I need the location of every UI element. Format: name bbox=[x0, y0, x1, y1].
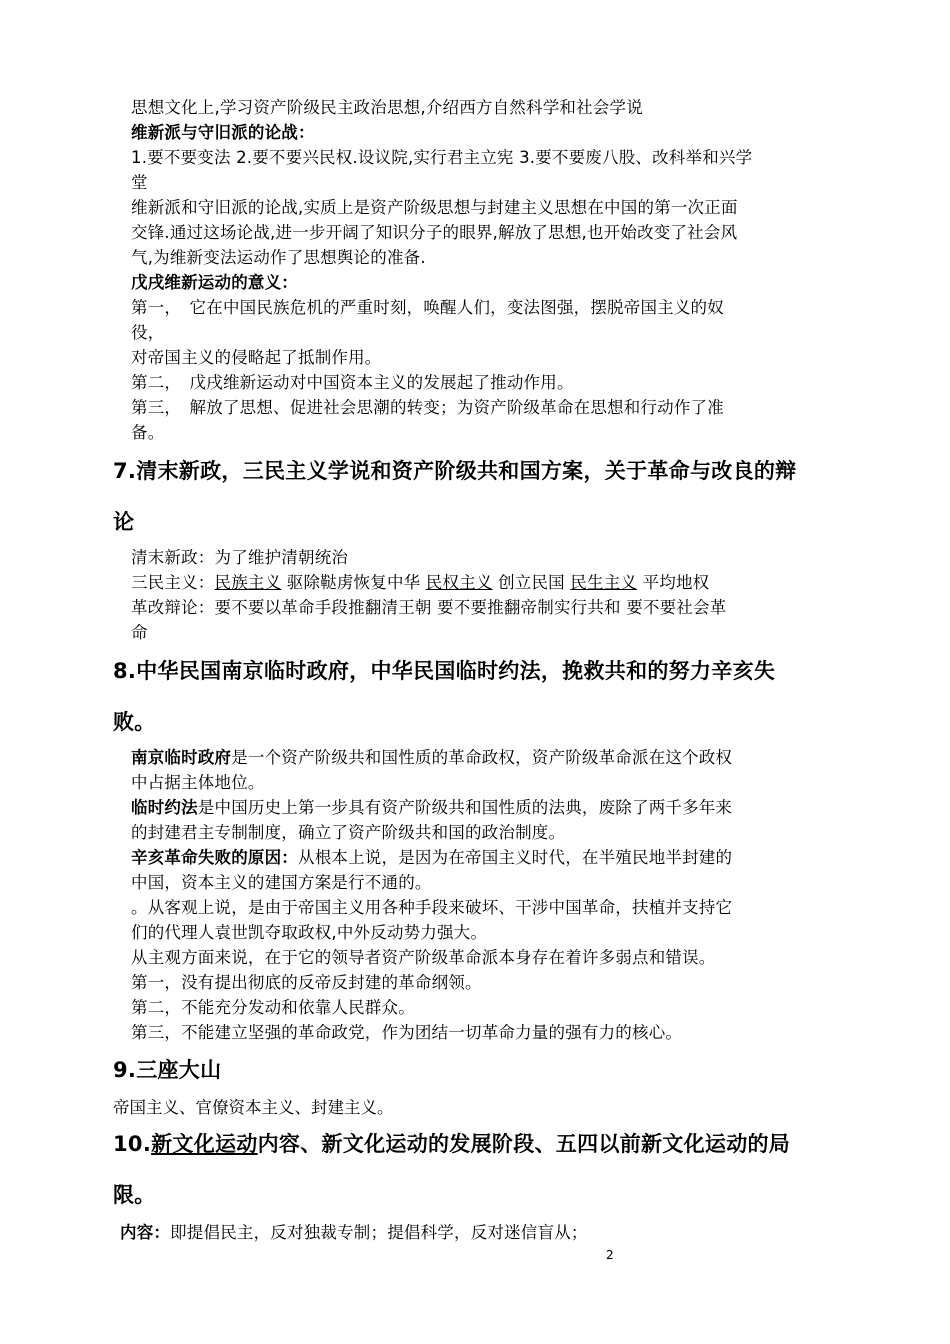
section-heading-8: 8.中华民国南京临时政府，中华民国临时约法，挽救共和的努力辛亥失 bbox=[113, 659, 776, 683]
paragraph-line: 对帝国主义的侵略起了抵制作用。 bbox=[131, 348, 382, 367]
page-number: 2 bbox=[606, 1248, 614, 1262]
paragraph-line: 维新派和守旧派的论战,实质上是资产阶级思想与封建主义思想在中国的第一次正面 bbox=[131, 198, 738, 217]
paragraph-line: 命 bbox=[131, 623, 148, 642]
three-principles-line bbox=[131, 571, 709, 595]
paragraph-line bbox=[131, 846, 732, 870]
paragraph-line: 第二，不能充分发动和依靠人民群众。 bbox=[131, 998, 415, 1017]
text: 平均地权 bbox=[637, 573, 710, 592]
paragraph-line: 第一， 它在中国民族危机的严重时刻，唤醒人们，变法图强，摆脱帝国主义的奴 bbox=[131, 298, 724, 317]
paragraph-line: 第三， 解放了思想、促进社会思潮的转变；为资产阶级革命在思想和行动作了准 bbox=[131, 398, 724, 417]
paragraph-line: 从主观方面来说，在于它的领导者资产阶级革命派本身存在着许多弱点和错误。 bbox=[131, 948, 716, 967]
paragraph-line bbox=[131, 796, 732, 820]
text: 是一个资产阶级共和国性质的革命政权，资产阶级革命派在这个政权 bbox=[231, 748, 733, 767]
paragraph-line: 思想文化上,学习资产阶级民主政治思想,介绍西方自然科学和社会学说 bbox=[131, 98, 643, 117]
paragraph-line: 备。 bbox=[131, 423, 165, 442]
text: 创立民国 bbox=[492, 573, 571, 592]
paragraph-line: 中国，资本主义的建国方案是行不通的。 bbox=[131, 873, 432, 892]
paragraph-line: 第一，没有提出彻底的反帝反封建的革命纲领。 bbox=[131, 973, 482, 992]
underlined-term: 民权主义 bbox=[425, 573, 493, 592]
paragraph-line: 1.要不要变法 2.要不要兴民权.设议院,实行君主立宪 3.要不要废八股、改科举和兴学 bbox=[131, 148, 753, 167]
subheading-debate: 维新派与守旧派的论战： bbox=[131, 123, 315, 142]
underlined-term: 民族主义 bbox=[214, 573, 282, 592]
paragraph-line: 役， bbox=[131, 323, 165, 342]
underlined-term: 新文化运动 bbox=[151, 1132, 258, 1156]
paragraph-line bbox=[131, 746, 732, 770]
paragraph-line: 革改辩论：要不要以革命手段推翻清王朝 要不要推翻帝制实行共和 要不要社会革 bbox=[131, 598, 727, 617]
paragraph-line: 第三，不能建立坚强的革命政党，作为团结一切革命力量的强有力的核心。 bbox=[131, 1023, 683, 1042]
bold-term: 内容： bbox=[120, 1223, 171, 1242]
heading-rest: 内容、新文化运动的发展阶段、五四以前新文化运动的局 bbox=[257, 1132, 791, 1156]
paragraph-line: 帝国主义、官僚资本主义、封建主义。 bbox=[113, 1098, 394, 1117]
paragraph-line: 。从客观上说，是由于帝国主义用各种手段来破坏、干涉中国革命，扶植并支持它 bbox=[131, 898, 733, 917]
section-heading-7-cont: 论 bbox=[113, 510, 135, 534]
text: 从根本上说，是因为在帝国主义时代，在半殖民地半封建的 bbox=[298, 848, 733, 867]
paragraph-line: 堂 bbox=[131, 173, 148, 192]
heading-prefix: 10. bbox=[113, 1132, 152, 1156]
section-heading-9: 9.三座大山 bbox=[113, 1058, 222, 1082]
paragraph-line: 中占据主体地位。 bbox=[131, 773, 265, 792]
bold-term: 临时约法 bbox=[131, 798, 198, 817]
paragraph-line bbox=[120, 1221, 588, 1245]
section-heading-10 bbox=[113, 1129, 790, 1159]
bold-term: 南京临时政府 bbox=[131, 748, 232, 767]
text: 是中国历史上第一步具有资产阶级共和国性质的法典，废除了两千多年来 bbox=[197, 798, 733, 817]
paragraph-line: 交锋.通过这场论战,进一步开阔了知识分子的眼界,解放了思想,也开始改变了社会风 bbox=[131, 223, 738, 242]
text: 驱除鞑虏恢复中华 bbox=[281, 573, 426, 592]
text: 即提倡民主，反对独裁专制；提倡科学，反对迷信盲从； bbox=[170, 1223, 588, 1242]
underlined-term: 民生主义 bbox=[570, 573, 638, 592]
label: 三民主义： bbox=[131, 573, 215, 592]
subheading-significance: 戊戌维新运动的意义： bbox=[131, 273, 298, 292]
paragraph-line: 气,为维新变法运动作了思想舆论的准备. bbox=[131, 248, 426, 267]
paragraph-line: 清末新政：为了维护清朝统治 bbox=[131, 548, 349, 567]
paragraph-line: 的封建君主专制制度，确立了资产阶级共和国的政治制度。 bbox=[131, 823, 566, 842]
section-heading-10-cont: 限。 bbox=[113, 1183, 156, 1207]
section-heading-7: 7.清末新政，三民主义学说和资产阶级共和国方案，关于革命与改良的辩 bbox=[113, 459, 797, 483]
paragraph-line: 第二， 戊戌维新运动对中国资本主义的发展起了推动作用。 bbox=[131, 373, 574, 392]
paragraph-line: 们的代理人袁世凯夺取政权,中外反动势力强大。 bbox=[131, 923, 488, 942]
section-heading-8-cont: 败。 bbox=[113, 710, 156, 734]
bold-term: 辛亥革命失败的原因： bbox=[131, 848, 298, 867]
